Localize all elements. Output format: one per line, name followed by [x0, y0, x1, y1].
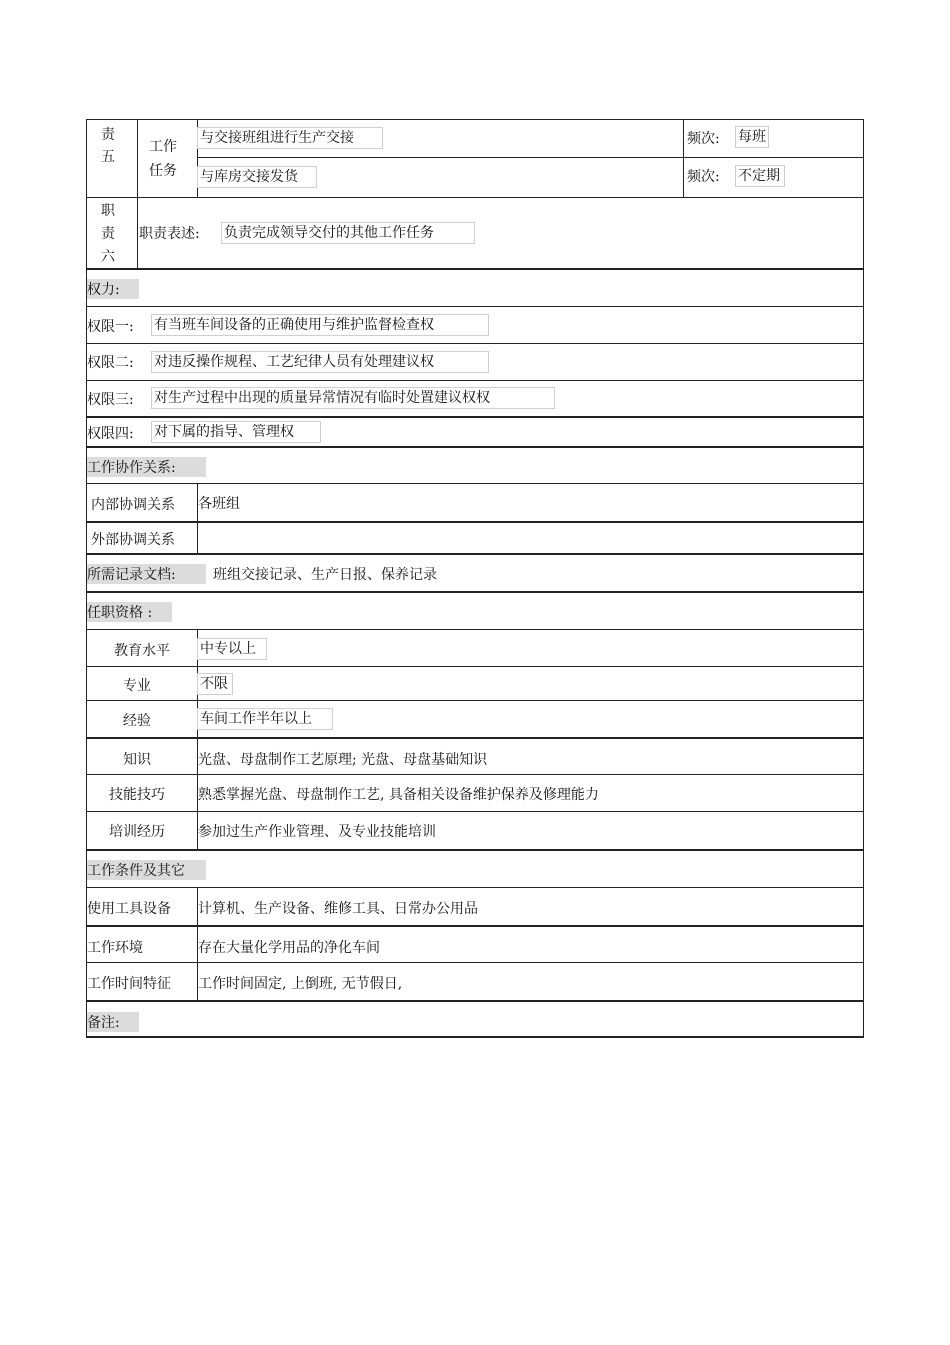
qual-label-education: 教育水平: [114, 643, 170, 659]
cooperation-internal-row: [86, 483, 864, 521]
authority-text-4: 对下属的指导、管理权: [151, 421, 321, 443]
duty6-desc-label: 职责表述:: [139, 226, 200, 242]
records-value: 班组交接记录、生产日报、保养记录: [213, 567, 437, 583]
qual-value-knowledge: 光盘、母盘制作工艺原理; 光盘、母盘基础知识: [198, 752, 488, 768]
authority-header: 权力:: [87, 282, 120, 298]
authority-row-3: [86, 380, 864, 416]
qual-row-knowledge: [86, 737, 864, 774]
authority-text-2: 对违反操作规程、工艺纪律人员有处理建议权: [151, 351, 489, 373]
cond-label-worktime: 工作时间特征: [87, 976, 171, 992]
freq2-label: 频次:: [687, 169, 720, 185]
internal-value: 各班组: [198, 496, 240, 512]
freq1-value: 每班: [735, 126, 769, 148]
qual-row-training: [86, 811, 864, 849]
authority-row-1: [86, 306, 864, 343]
qual-row-major: [86, 666, 864, 700]
authority-text-3: 对生产过程中出现的质量异常情况有临时处置建议权权: [151, 387, 555, 409]
cooperation-header-row: [86, 446, 864, 483]
internal-label: 内部协调关系: [91, 497, 175, 513]
task1-value: 与交接班组进行生产交接: [197, 127, 383, 149]
cond-value-environment: 存在大量化学用品的净化车间: [198, 940, 380, 956]
qual-label-major: 专业: [123, 678, 151, 694]
cond-row-environment: [86, 925, 864, 962]
duty5-label-2: 五: [101, 149, 115, 165]
authority-header-row: [86, 268, 864, 306]
external-label: 外部协调关系: [91, 532, 175, 548]
job-description-table: [86, 119, 864, 1038]
duty5-block: [86, 119, 864, 197]
qual-label-training: 培训经历: [109, 824, 165, 840]
qual-value-education: 中专以上: [197, 638, 267, 660]
cond-label-environment: 工作环境: [87, 940, 143, 956]
cond-label-tools: 使用工具设备: [87, 901, 171, 917]
authority-row-2: [86, 343, 864, 380]
qual-row-skills: [86, 774, 864, 811]
qual-row-experience: [86, 700, 864, 737]
authority-text-1: 有当班车间设备的正确使用与维护监督检查权: [151, 314, 489, 336]
qual-value-training: 参加过生产作业管理、及专业技能培训: [198, 824, 436, 840]
cond-value-worktime: 工作时间固定, 上倒班, 无节假日,: [198, 976, 403, 992]
records-label: 所需记录文档:: [87, 567, 176, 583]
cooperation-header: 工作协作关系:: [87, 460, 176, 476]
duty6-block: [86, 197, 864, 268]
qualification-header: 任职资格 :: [87, 605, 153, 621]
task-label-2: 任务: [149, 163, 177, 179]
cond-value-tools: 计算机、生产设备、维修工具、日常办公用品: [198, 901, 478, 917]
authority-label-4: 权限四:: [87, 426, 134, 442]
cond-row-tools: [86, 887, 864, 925]
duty6-desc-value: 负责完成领导交付的其他工作任务: [221, 222, 475, 244]
qual-label-knowledge: 知识: [123, 752, 151, 768]
task2-value: 与库房交接发货: [197, 166, 317, 188]
freq1-label: 频次:: [687, 131, 720, 147]
freq2-value: 不定期: [735, 165, 785, 187]
qual-value-skills: 熟悉掌握光盘、母盘制作工艺, 具备相关设备维护保养及修理能力: [198, 787, 599, 803]
task-label-1: 工作: [149, 139, 177, 155]
qual-value-major: 不限: [197, 673, 233, 695]
duty6-label-3: 六: [101, 249, 115, 265]
conditions-header: 工作条件及其它: [87, 863, 185, 879]
conditions-header-row: [86, 849, 864, 887]
qualification-header-row: [86, 591, 864, 629]
records-row: [86, 553, 864, 591]
qual-label-skills: 技能技巧: [109, 787, 165, 803]
authority-label-1: 权限一:: [87, 319, 134, 335]
remarks-label: 备注:: [87, 1015, 120, 1031]
remarks-row: [86, 1000, 864, 1038]
authority-label-2: 权限二:: [87, 355, 134, 371]
authority-label-3: 权限三:: [87, 392, 134, 408]
cooperation-external-row: [86, 521, 864, 553]
qual-value-experience: 车间工作半年以上: [197, 708, 333, 730]
duty5-label-1: 责: [101, 127, 115, 143]
qual-label-experience: 经验: [123, 713, 151, 729]
duty6-label-1: 职: [101, 203, 115, 219]
authority-row-4: [86, 416, 864, 446]
duty6-label-2: 责: [101, 226, 115, 242]
cond-row-worktime: [86, 962, 864, 1000]
qual-row-education: [86, 629, 864, 666]
